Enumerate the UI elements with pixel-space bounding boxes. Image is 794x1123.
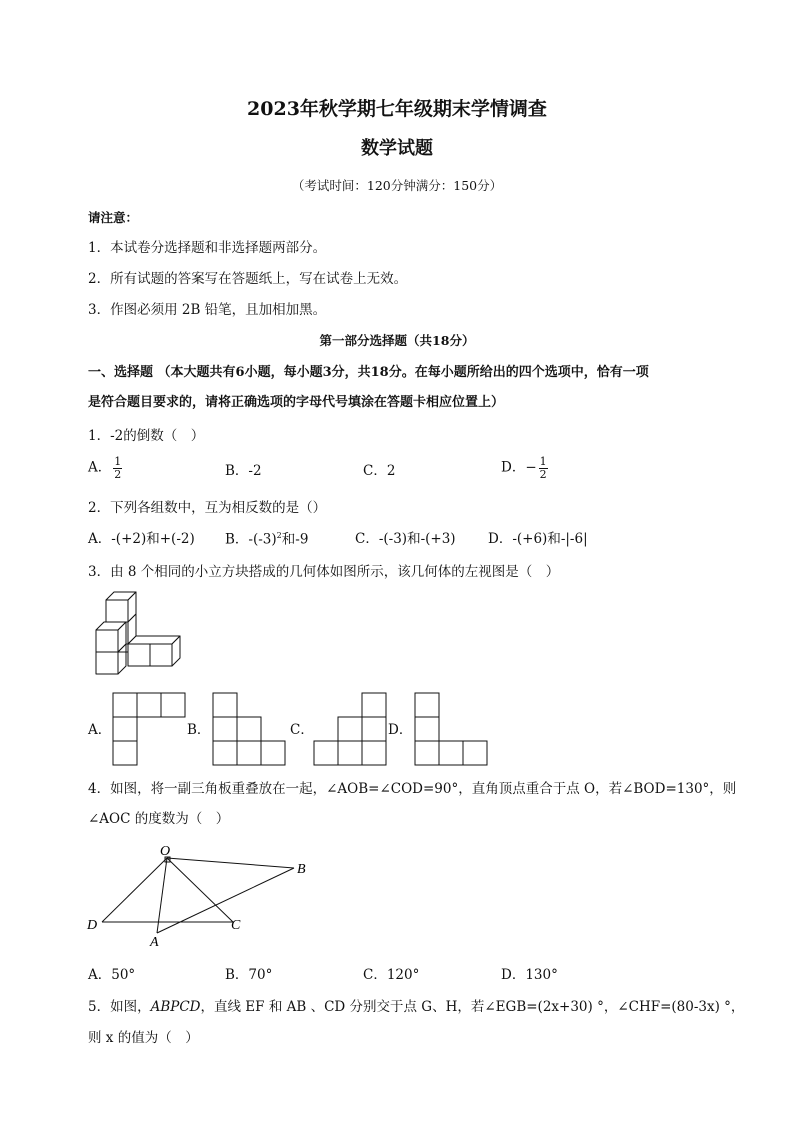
q5-stem-line1: 5．如图，ABPCD，直线 EF 和 AB 、CD 分别交于点 G、H，若∠EGB=(2x+30) °，∠CHF=(80-3x) °，	[88, 999, 745, 1015]
q4-triangle-figure	[80, 838, 320, 953]
q4-stem-line1: 4．如图，将一副三角板重叠放在一起，∠AOB=∠COD=90°，直角顶点重合于点 O，若∠BOD=130°，则	[88, 781, 737, 797]
q3-option-a: A．	[88, 722, 112, 738]
q3-stem: 3．由 8 个相同的小立方块搭成的几何体如图所示，该几何体的左视图是（ ）	[88, 564, 560, 580]
q4-stem-line2: ∠AOC 的度数为（ ）	[88, 811, 230, 827]
q2-option-a: A．-(+2)和+(-2)	[88, 531, 195, 547]
section-desc-line1: （本大题共有6小题，每小题3分，共18分。在每小题所给出的四个选项中，恰有一项	[157, 365, 649, 380]
q4-option-d: D．130°	[501, 967, 558, 983]
q1-option-b: B．-2	[225, 463, 262, 479]
q3-option-c-figure	[314, 693, 388, 767]
q3-cube-figure	[86, 590, 186, 685]
notice-heading: 请注意：	[88, 210, 139, 225]
q3-option-d-figure	[415, 693, 489, 767]
notice-item-1: 1．本试卷分选择题和非选择题两部分。	[88, 240, 327, 256]
q4-option-a: A．50°	[88, 967, 136, 983]
q1-a-fraction: $\frac{1}{2}$	[114, 455, 122, 481]
q1-option-d: D．− $\frac{1}{2}$	[501, 455, 547, 481]
section-title: 一、选择题	[88, 365, 154, 380]
q2-stem: 2．下列各组数中，互为相反数的是（）	[88, 500, 327, 516]
q2-option-c: C．-(-3)和-(+3)	[355, 531, 456, 547]
q2-option-d: D．-(+6)和-|-6|	[488, 531, 588, 547]
exam-subject: 数学试题	[361, 138, 433, 159]
q1-option-c: C．2	[363, 463, 396, 479]
q4-label-o: O	[160, 844, 171, 859]
q1-stem: 1．-2的倒数（ ）	[88, 428, 205, 444]
q4-label-c: C	[231, 918, 241, 933]
q4-label-a: A	[150, 935, 159, 950]
q4-option-c: C．120°	[363, 967, 420, 983]
part1-heading: 第一部分选择题（共18分）	[319, 333, 475, 348]
q5-math-ab-cd: ABPCD	[150, 999, 201, 1015]
q1-option-a: A． $\frac{1}{2}$	[88, 455, 122, 481]
q3-option-b-figure	[213, 693, 287, 767]
q3-option-a-figure	[113, 693, 187, 767]
q1-d-fraction: $\frac{1}{2}$	[539, 455, 547, 481]
q2-option-b: B．$-(-3)^2$和-9	[225, 531, 309, 548]
q4-option-b: B．70°	[225, 967, 273, 983]
exam-title: 2023年秋学期七年级期末学情调查	[247, 98, 547, 120]
notice-item-2: 2．所有试题的答案写在答题纸上，写在试卷上无效。	[88, 271, 408, 287]
q5-stem-line2: 则 x 的值为（ ）	[88, 1030, 199, 1046]
exam-info: （考试时间：120分钟满分：150分）	[291, 178, 503, 193]
q4-label-b: B	[297, 862, 306, 877]
section-desc-line2: 是符合题目要求的，请将正确选项的字母代号填涂在答题卡相应位置上）	[88, 395, 505, 410]
q4-label-d: D	[87, 918, 98, 933]
q3-option-c: C．	[290, 722, 314, 738]
q3-option-b: B．	[187, 722, 211, 738]
section-description	[88, 365, 649, 381]
q3-option-d: D．	[388, 722, 413, 738]
notice-item-3: 3．作图必须用 2B 铅笔，且加相加黑。	[88, 302, 327, 318]
